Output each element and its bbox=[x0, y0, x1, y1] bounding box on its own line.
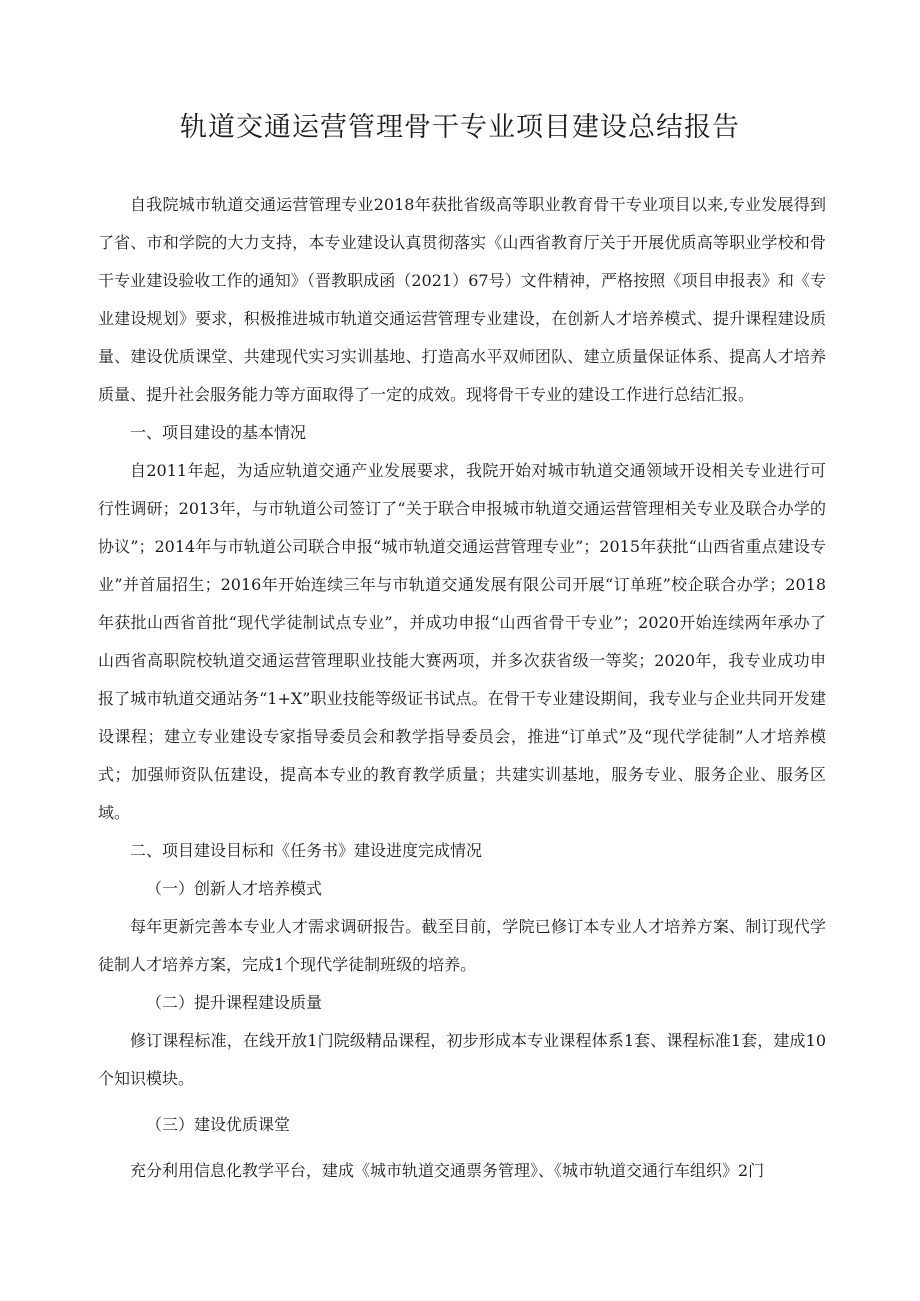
spacer bbox=[98, 1144, 826, 1152]
section-2-heading: 二、项目建设目标和《任务书》建设进度完成情况 bbox=[130, 841, 483, 860]
document-title: 轨道交通运营管理骨干专业项目建设总结报告 bbox=[180, 112, 740, 143]
subsection-3-heading: （三）建设优质课堂 bbox=[146, 1115, 291, 1134]
subsection-3-paragraph: 充分利用信息化教学平台，建成《城市轨道交通票务管理》、《城市轨道交通行车组织》2门 bbox=[130, 1161, 765, 1180]
subsection-1-heading: （一）创新人才培养模式 bbox=[146, 879, 323, 898]
document-body bbox=[98, 186, 826, 1190]
section-1-paragraph: 自2011年起，为适应轨道交通产业发展要求，我院开始对城市轨道交通领域开设相关专业进行可行性调研；2013年，与市轨道公司签订了“关于联合申报城市轨道交通运营管理相关专业及联合办学的协议”；2014年与市轨道公司联合申报“城市轨道交通运营管理专业”；2015年获批“山西省重点建设专业”并首届招生；2016年开始连续三年与市轨道交通发展有限公司开展“订单班”校企联合办学；2018年获批山西省首批“现代学徒制试点专业”，并成功申报“山西省骨干专业”；2020开始连续两年承办了山西省高职院校轨道交通运营管理职业技能大赛两项，并多次获省级一等奖；2020年，我专业成功申报了城市轨道交通站务“1+X”职业技能等级证书试点。在骨干专业建设期间，我专业与企业共同开发建设课程；建立专业建设专家指导委员会和教学指导委员会，推进“订单式”及“现代学徒制”人才培养模式；加强师资队伍建设，提高本专业的教育教学质量；共建实训基地，服务专业、服务企业、服务区域。 bbox=[98, 461, 826, 822]
subsection-1-paragraph: 每年更新完善本专业人才需求调研报告。截至目前，学院已修订本专业人才培养方案、制订现代学徒制人才培养方案，完成1个现代学徒制班级的培养。 bbox=[98, 917, 826, 974]
section-1-heading: 一、项目建设的基本情况 bbox=[130, 423, 307, 442]
spacer bbox=[98, 1098, 826, 1106]
intro-paragraph: 自我院城市轨道交通运营管理专业2018年获批省级高等职业教育骨干专业项目以来,专业发展得到了省、市和学院的大力支持，本专业建设认真贯彻落实《山西省教育厅关于开展优质高等职业学校和骨干专业建设验收工作的通知》（晋教职成函（2021）67号）文件精神，严格按照《项目申报表》和《专业建设规划》要求，积极推进城市轨道交通运营管理专业建设，在创新人才培养模式、提升课程建设质量、建设优质课堂、共建现代实习实训基地、打造高水平双师团队、建立质量保证体系、提高人才培养质量、提升社会服务能力等方面取得了一定的成效。现将骨干专业的建设工作进行总结汇报。 bbox=[98, 195, 826, 404]
subsection-2-paragraph: 修订课程标准，在线开放1门院级精品课程，初步形成本专业课程体系1套、课程标准1套，建成10个知识模块。 bbox=[98, 1031, 826, 1088]
subsection-2-heading: （二）提升课程建设质量 bbox=[146, 993, 323, 1012]
